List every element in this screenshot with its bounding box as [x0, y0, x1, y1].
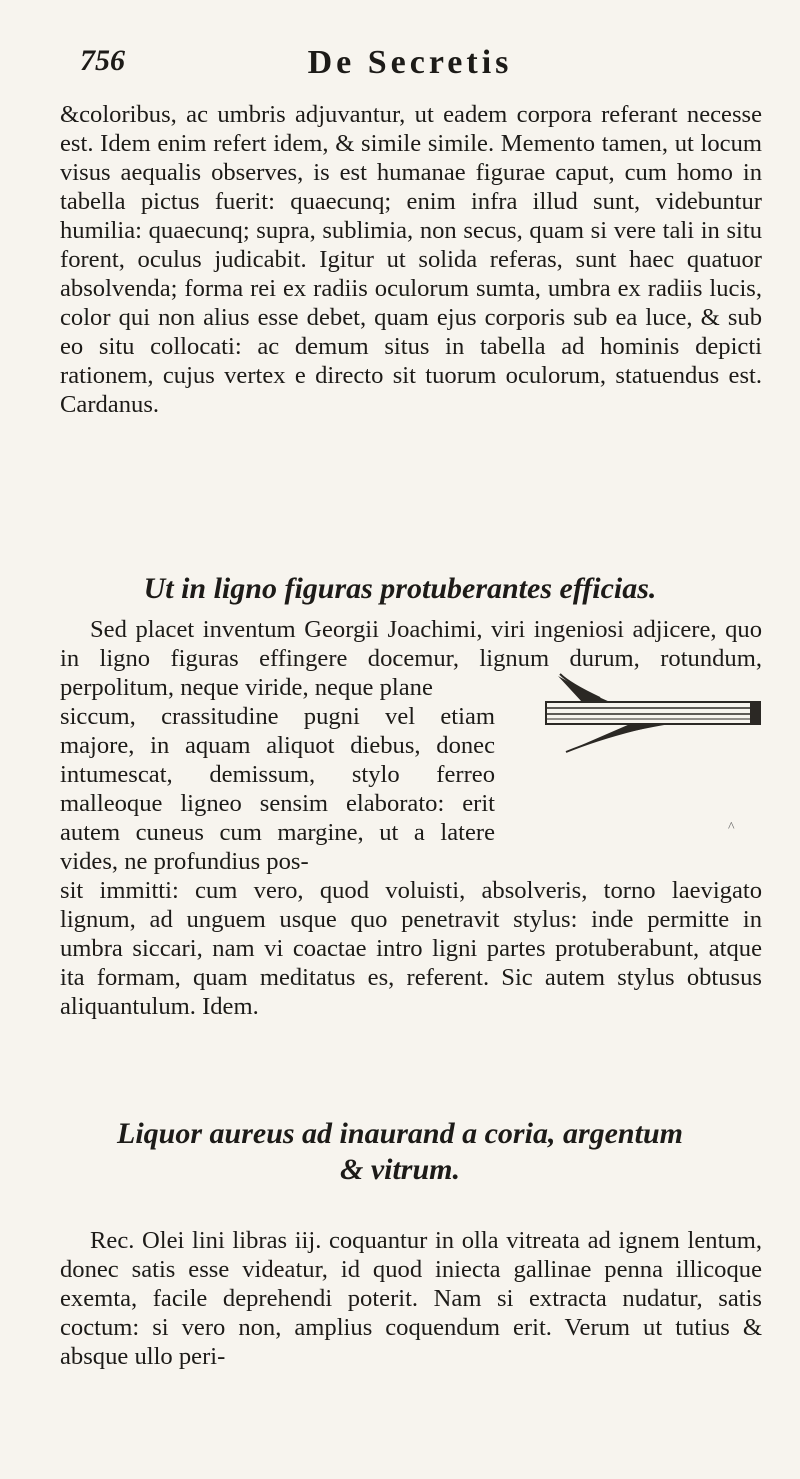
paragraph-linseed-oil-recipe: Rec. Olei lini libras iij. coquantur in olla vitreata ad ignem lentum, donec satis esse videatur, id quod iniecta gallinae penna illicoque exemta, facile deprehendi poterit. Nam si extracta nudatur, satis coctum: si vero non, amplius coquendum erit. Verum ut tutius & absque ullo peri-: [60, 1227, 762, 1370]
page-number: 756: [80, 44, 125, 77]
page-header: [60, 44, 760, 94]
paragraph-georgii-joachimi-top: Sed placet inventum Georgii Joachimi, viri ingeniosi adjicere, quo in ligno figuras effingere docemur, lignum durum, rotundum, perpolitum, neque viride, neque plane: [60, 616, 762, 701]
paragraph-georgii-joachimi-narrow: siccum, crassitudine pugni vel etiam majore, in aquam aliquot diebus, donec intumescat, demissum, stylo ferreo malleoque ligneo sensim elaborato: erit autem cuneus cum margine, ut a latere vides, ne profundius pos-: [60, 703, 495, 875]
printer-mark: ^: [728, 820, 735, 835]
wedge-stylus-illustration: [540, 668, 765, 773]
section-heading-gilding-liquor-line2: & vitrum.: [339, 1153, 460, 1186]
paragraph-georgii-joachimi-bottom: sit immitti: cum vero, quod voluisti, absolveris, torno laevigato lignum, ad unguem usque quo penetravit stylus: inde permitte in umbra siccari, nam vi coactae intro ligni partes protuberabunt, atque ita formam, quam meditatus es, referent. Sic autem stylus obtusus aliquantulum. Idem.: [60, 877, 762, 1020]
paragraph-colors-and-shadows: &coloribus, ac umbris adjuvantur, ut eadem corpora referant necesse est. Idem enim refert idem, & simile simile. Memento tamen, ut locum visus aequalis observes, is est humanae figurae caput, cum homo in tabella pictus fuerit: quaecunq; enim infra illud sunt, videbuntur humilia: quaecunq; supra, sublimia, non secus, quam si vere tali in situ forent, oculus judicabit. Igitur ut solida referas, sunt haec quatuor absolvenda; forma rei ex radiis oculorum sumta, umbra ex radiis lucis, color qui non alius esse debet, quam ejus corporis sub ea luce, & sub eo situ collocati: ac demum situs in tabella ad hominis depicti rationem, cujus vertex e directo sit tuorum oculorum, statuendus est. Cardanus.: [60, 101, 762, 418]
section-heading-wood-figures: Ut in ligno figuras protuberantes efficias.: [143, 572, 657, 605]
wedge-stylus-icon: [540, 668, 765, 773]
running-title: De Secretis: [307, 44, 513, 81]
section-heading-gilding-liquor: Liquor aureus ad inaurand a coria, argentum: [117, 1117, 683, 1150]
